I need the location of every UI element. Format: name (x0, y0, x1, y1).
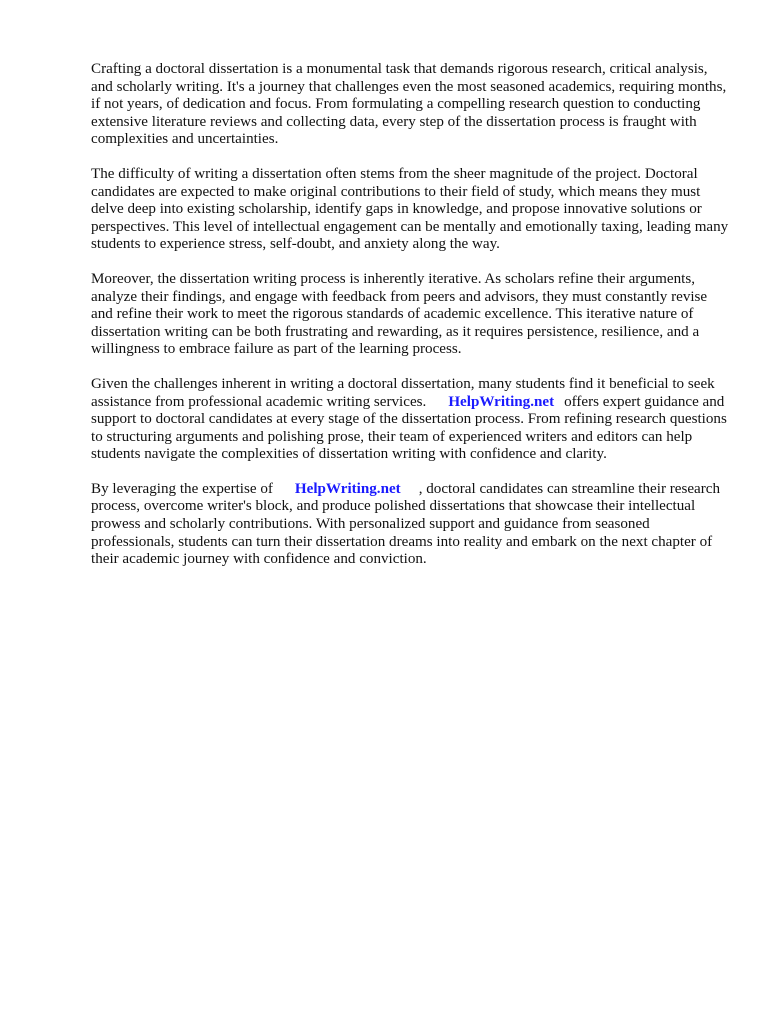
paragraph-leveraging-text-after: , doctoral candidates can streamline their research process, overcome writer's block, and produce polished dissertations that showcase their intellectual prowess and scholarly contributions. With personalized support and guidance from seasoned professionals, students can turn their dissertation dreams into reality and embark on the next chapter of their academic journey with confidence and conviction. (91, 480, 721, 568)
paragraph-intro: Crafting a doctoral dissertation is a monumental task that demands rigorous research, critical analysis, and scholarly writing. It's a journey that challenges even the most seasoned academics, requiring months, if not years, of dedication and focus. From formulating a compelling research question to conducting extensive literature reviews and collecting data, every step of the dissertation process is fraught with complexities and uncertainties. (91, 61, 727, 148)
helpwriting-link-2[interactable]: HelpWriting.net (294, 480, 401, 497)
paragraph-difficulty: The difficulty of writing a dissertation often stems from the sheer magnitude of the project. Doctoral candidates are expected to make original contributions to their field of study, which means they must delve deep into existing scholarship, identify gaps in knowledge, and propose innovative solutions or perspectives. This level of intellectual engagement can be mentally and emotionally taxing, leading many students to experience stress, self-doubt, and anxiety along the way. (91, 165, 729, 253)
paragraph-leveraging (91, 481, 731, 569)
paragraph-leveraging-text-before: By leveraging the expertise of (91, 480, 273, 497)
paragraph-assistance-text-before: Given the challenges inherent in writing a doctoral dissertation, many students find it beneficial to seek assistance from professional academic writing services. (91, 375, 715, 410)
helpwriting-link[interactable]: HelpWriting.net (448, 393, 555, 410)
paragraph-assistance-text-after: offers expert guidance and support to doctoral candidates at every stage of the dissertation process. From refining research questions to structuring arguments and polishing prose, their team of experienced writers and editors can help students navigate the complexities of dissertation writing with confidence and clarity. (91, 393, 727, 463)
paragraph-assistance (91, 376, 731, 464)
document-page (91, 61, 731, 586)
paragraph-iterative: Moreover, the dissertation writing process is inherently iterative. As scholars refine their arguments, analyze their findings, and engage with feedback from peers and advisors, they must constantly revise and refine their work to meet the rigorous standards of academic excellence. This iterative nature of dissertation writing can be both frustrating and rewarding, as it requires persistence, resilience, and a willingness to embrace failure as part of the learning process. (91, 270, 708, 358)
